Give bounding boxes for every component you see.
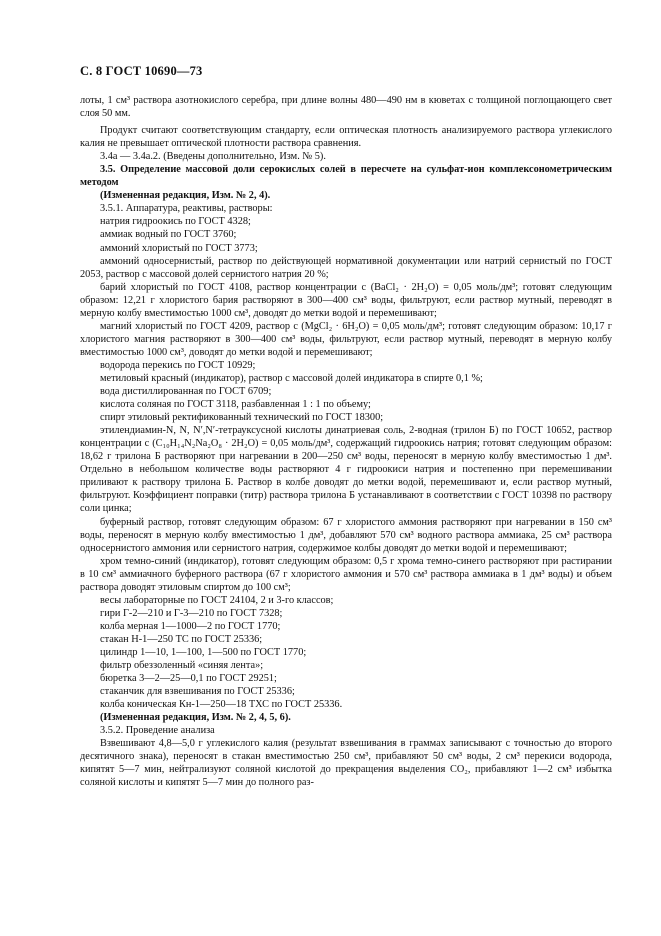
paragraph: стаканчик для взвешивания по ГОСТ 25336; (100, 686, 295, 698)
paragraph: этилендиамин-N, N, N′,N′-тетрауксусной кислоты динатриевая соль, 2-водная (трилон Б) по ГОСТ 10652, раствор концентрации c (C₁₀H₁₄N₂Na₂O₈ · 2H₂O) = 0,05 моль/дм³, содержащий гидроокись натрия; готовят следующим образом: 18,62 г трилона Б растворяют при нагревании в 200—250 см³ воды, переносят в мерную колбу вместимостью 1 дм³. Отдельно в небольшом количестве воды растворяют 4 г гидроокиси натрия и постепенно при перемешивании приливают к раствору трилона Б. Раствор в колбе доводят до метки водой, перемешивают и, если раствор мутный, фильтруют. Коэффициент поправки (титр) раствора трилона Б устанавливают в соответствии с ГОСТ 10398 по раствору соли цинка; (80, 425, 612, 515)
bold-paragraph: (Измененная редакция, Изм. № 2, 4). (100, 190, 271, 202)
paragraph: буферный раствор, готовят следующим образом: 67 г хлористого аммония растворяют при нагревании в 150 см³ воды, переносят в мерную колбу вместимостью 1 дм³, добавляют 570 см³ водного раствора аммиака, 25 см³ раствора односернистого аммония или сернистого натрия, содержимое колбы доводят до метки водой и перемешивают; (80, 516, 612, 554)
paragraph: кислота соляная по ГОСТ 3118, разбавленная 1 : 1 по объему; (100, 399, 371, 411)
page-header: С. 8 ГОСТ 10690—73 (80, 64, 203, 78)
paragraph: водорода перекись по ГОСТ 10929; (100, 359, 256, 371)
paragraph: барий хлористый по ГОСТ 4108, раствор концентрации c (BaCl₂ · 2H₂O) = 0,05 моль/дм³; готовят следующим образом: 12,21 г хлористого бария растворяют в 300—400 см³ воды, фильтруют, если раствор мутный, переводят в мерную колбу вместимостью 1000 см³, доводят до метки водой и перемешивают; (80, 281, 612, 319)
paragraph: 3.5.1. Аппаратура, реактивы, растворы: (100, 203, 273, 215)
paragraph: лоты, 1 см³ раствора азотнокислого серебра, при длине волны 480—490 нм в кюветах с толщиной поглощающего свет слоя 50 мм. (80, 95, 612, 120)
paragraph: колба мерная 1—1000—2 по ГОСТ 1770; (100, 620, 281, 632)
paragraph: 3.5.2. Проведение анализа (100, 725, 215, 737)
paragraph: магний хлористый по ГОСТ 4209, раствор c (MgCl₂ · 6H₂O) = 0,05 моль/дм³; готовят следующим образом: 10,17 г хлористого магния растворяют в 300—400 см³ воды, фильтруют, если раствор мутный, переводят в мерную колбу вместимостью 1000 см³, доводят до метки водой и перемешивают; (80, 320, 612, 358)
paragraph: 3.4а — 3.4а.2. (Введены дополнительно, Изм. № 5). (100, 151, 326, 163)
paragraph: натрия гидроокись по ГОСТ 4328; (100, 216, 251, 228)
paragraph: весы лабораторные по ГОСТ 24104, 2 и 3-го классов; (100, 594, 334, 606)
paragraph: аммоний односернистый, раствор по действующей нормативной документации или натрий сернистый по ГОСТ 2053, раствор с массовой долей сернистого натрия 20 %; (80, 255, 612, 280)
paragraph: аммоний хлористый по ГОСТ 3773; (100, 242, 258, 254)
paragraph: цилиндр 1—10, 1—100, 1—500 по ГОСТ 1770; (100, 646, 307, 658)
paragraph: колба коническая Кн-1—250—18 ТХС по ГОСТ 25336. (100, 699, 343, 711)
paragraph: спирт этиловый ректификованный технический по ГОСТ 18300; (100, 412, 384, 424)
bold-paragraph: (Измененная редакция, Изм. № 2, 4, 5, 6). (100, 712, 291, 724)
paragraph: стакан Н-1—250 ТС по ГОСТ 25336; (100, 633, 263, 645)
paragraph: Взвешивают 4,8—5,0 г углекислого калия (результат взвешивания в граммах записывают с точностью до второго десятичного знака), переносят в стакан вместимостью 250 см³, прибавляют 50 см³ воды, 2 см³ перекиси водорода, кипятят 5—7 мин, нейтрализуют соляной кислотой до прекращения выделения CO₂, прибавляют 1—2 см³ избытка соляной кислоты и кипятят 5—7 мин до полного раз- (80, 738, 612, 789)
document-body (80, 94, 612, 789)
paragraph: вода дистиллированная по ГОСТ 6709; (100, 386, 272, 398)
paragraph: аммиак водный по ГОСТ 3760; (100, 229, 237, 241)
paragraph: метиловый красный (индикатор), раствор с массовой долей индикатора в спирте 0,1 %; (100, 372, 483, 384)
paragraph: Продукт считают соответствующим стандарту, если оптическая плотность анализируемого раствора углекислого калия не превышает оптической плотности раствора сравнения. (80, 125, 612, 150)
paragraph: гири Г-2—210 и Г-3—210 по ГОСТ 7328; (100, 607, 283, 619)
paragraph: бюретка 3—2—25—0,1 по ГОСТ 29251; (100, 673, 277, 685)
paragraph: фильтр обеззоленный «синяя лента»; (100, 660, 264, 672)
paragraph: хром темно-синий (индикатор), готовят следующим образом: 0,5 г хрома темно-синего растворяют при растирании в 10 см³ аммиачного буферного раствора (67 г хлористого аммония и 570 см³ раствора аммиака в 1 дм³ воды) и объем раствора доводят этиловым спиртом до 100 см³; (80, 555, 612, 593)
bold-paragraph: 3.5. Определение массовой доли серокислых солей в пересчете на сульфат-ион комплексонометрическим методом (80, 164, 612, 189)
